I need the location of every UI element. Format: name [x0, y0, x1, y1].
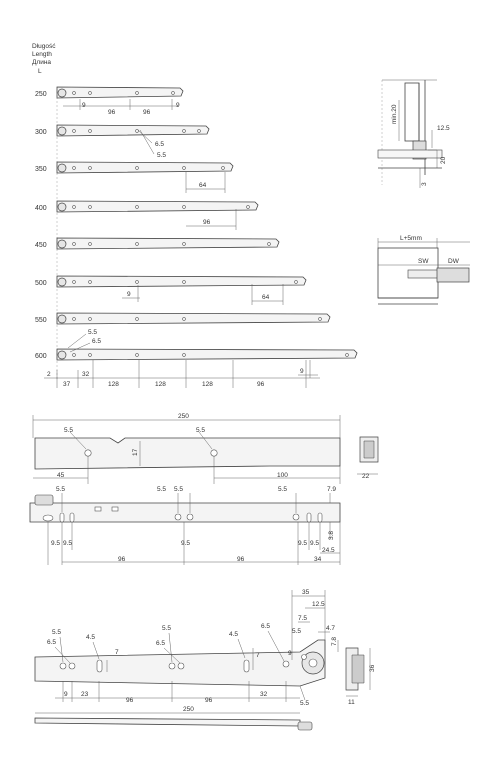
rail-hole	[73, 206, 76, 209]
rail-hole	[136, 130, 139, 133]
rail-length-label: 450	[35, 242, 47, 249]
rail-length-label: 500	[35, 280, 47, 287]
dim-5-5: 5.5	[157, 152, 167, 159]
rail-hole	[183, 318, 186, 321]
d3-dim-250: 250	[183, 706, 194, 713]
detail-rail-250	[33, 413, 378, 484]
d2-dim-9-5d: 9.5	[298, 540, 308, 547]
detail-rail-wheel	[35, 589, 376, 730]
d2-dim-3-8: 3.8	[328, 530, 335, 540]
rail-hole	[73, 281, 76, 284]
rail-hole	[73, 167, 76, 170]
rail-hole	[136, 167, 139, 170]
d3-dim-6-5a: 6.5	[47, 639, 57, 646]
d3-dim-12-5: 12.5	[312, 601, 325, 608]
rail-hole	[268, 243, 271, 246]
d1-dim-22: 22	[362, 473, 370, 480]
dim-6-5b: 6.5	[92, 338, 102, 345]
rail-hole	[136, 318, 139, 321]
dim-64a: 64	[199, 182, 207, 189]
d1-dim-5-5a: 5.5	[64, 427, 74, 434]
d1-dim-5-5b: 5.5	[196, 427, 206, 434]
d3-dim-35: 35	[302, 589, 310, 596]
rail-hole	[89, 281, 92, 284]
rail-hole	[183, 206, 186, 209]
rail-hole	[73, 243, 76, 246]
header-ru: Длина	[32, 59, 52, 66]
rail-body	[57, 87, 183, 98]
rail-hole	[346, 354, 349, 357]
detail-rail-holes	[30, 486, 340, 565]
bottom-scale	[44, 360, 320, 388]
rail-hole	[222, 167, 225, 170]
dim-min20: min.20	[391, 104, 398, 124]
d3-dim-32: 32	[260, 691, 268, 698]
rail-length-label: 350	[35, 166, 47, 173]
rail-wheel	[58, 351, 66, 359]
scale-96: 96	[257, 381, 265, 388]
dim-96b: 96	[143, 109, 151, 116]
rail-wheel	[58, 278, 66, 286]
rail-hole	[73, 130, 76, 133]
header-en: Length	[32, 51, 52, 58]
d2-dim-9-5e: 9.5	[310, 540, 320, 547]
rail-wheel	[58, 127, 66, 135]
d3-dim-23: 23	[81, 691, 89, 698]
rail-hole	[89, 318, 92, 321]
d3-dim-5-5a: 5.5	[52, 629, 62, 636]
scale-128c: 128	[202, 381, 213, 388]
rail-length-label: 550	[35, 317, 47, 324]
d2-dim-7-9: 7.9	[327, 486, 337, 493]
rail-hole	[172, 92, 175, 95]
scale-128a: 128	[108, 381, 119, 388]
dim-9b: 9	[176, 102, 180, 109]
header-pl: Długość	[32, 43, 56, 50]
rail-wheel	[58, 89, 66, 97]
rail-hole	[183, 243, 186, 246]
d1-dim-17: 17	[132, 448, 139, 456]
rail-body	[57, 313, 330, 324]
dim-9a: 9	[82, 102, 86, 109]
rail-hole	[73, 318, 76, 321]
dim-3: 3	[421, 182, 428, 186]
rail-hole	[183, 130, 186, 133]
d2-dim-9-5b: 9.5	[63, 540, 73, 547]
rail-wheel	[58, 240, 66, 248]
rail-body	[57, 125, 209, 136]
d2-dim-5-5c: 5.5	[174, 486, 184, 493]
rail-body	[57, 276, 306, 287]
rail-length-label: 400	[35, 205, 47, 212]
dim-6-5: 6.5	[155, 141, 165, 148]
d2-dim-9-5c: 9.5	[181, 540, 191, 547]
label-dw: DW	[448, 258, 459, 265]
rail-hole	[136, 206, 139, 209]
rail-hole	[136, 354, 139, 357]
d1-dim-100: 100	[277, 472, 288, 479]
d2-dim-96a: 96	[118, 556, 126, 563]
rail-hole	[89, 92, 92, 95]
d3-dim-36: 36	[369, 664, 376, 672]
rail-hole	[89, 354, 92, 357]
d3-dim-7b: 7	[256, 652, 260, 659]
d2-dim-34: 34	[314, 556, 322, 563]
scale-2: 2	[47, 371, 51, 378]
scale-32: 32	[82, 371, 90, 378]
dim-96a: 96	[108, 109, 116, 116]
rail-wheel	[58, 203, 66, 211]
rail-length-label: 250	[35, 91, 47, 98]
d3-dim-6-5c: 6.5	[261, 623, 271, 630]
rail-wheel	[58, 315, 66, 323]
d3-dim-5-5d: 5.5	[300, 700, 310, 707]
dim-64b: 64	[262, 294, 270, 301]
d3-dim-96b: 96	[205, 697, 213, 704]
d3-dim-9: 9	[288, 650, 292, 657]
rail-hole	[89, 206, 92, 209]
scale-37: 37	[63, 381, 71, 388]
header-l: L	[38, 68, 42, 75]
rail-hole	[89, 167, 92, 170]
section-view-drawer	[378, 235, 470, 304]
dim-5-5b: 5.5	[88, 329, 98, 336]
rail-hole	[89, 130, 92, 133]
d1-dim-45: 45	[57, 472, 65, 479]
rail-hole	[136, 281, 139, 284]
dim-9d: 9	[300, 368, 304, 375]
dim-12-5: 12.5	[437, 125, 450, 132]
d3-dim-4-5a: 4.5	[86, 634, 96, 641]
d2-dim-5-5a: 5.5	[56, 486, 66, 493]
dim-96c: 96	[203, 219, 211, 226]
d3-dim-7a: 7	[115, 649, 119, 656]
d3-dim-6-5b: 6.5	[156, 640, 166, 647]
rail-hole	[183, 167, 186, 170]
rail-wheel	[58, 164, 66, 172]
d3-dim-7-8: 7.8	[331, 636, 338, 646]
section-view-mounting	[378, 80, 450, 188]
d2-dim-96b: 96	[237, 556, 245, 563]
d3-dim-4-5b: 4.5	[229, 631, 239, 638]
d2-dim-24-5: 24.5	[322, 547, 335, 554]
scale-128b: 128	[155, 381, 166, 388]
label-sw: SW	[418, 258, 429, 265]
rail-body	[57, 201, 258, 212]
rail-hole	[89, 243, 92, 246]
rail-length-label: 600	[35, 353, 47, 360]
d3-dim-5-5c: 5.5	[292, 628, 302, 635]
dim-20: 20	[440, 156, 447, 164]
d2-dim-9-5a: 9.5	[51, 540, 61, 547]
rail-hole	[295, 281, 298, 284]
rail-hole	[136, 92, 139, 95]
d2-dim-5-5d: 5.5	[278, 486, 288, 493]
d3-dim-4-7: 4.7	[326, 625, 336, 632]
rail-length-label: 300	[35, 129, 47, 136]
d3-dim-7-5: 7.5	[298, 615, 308, 622]
d2-dim-5-5b: 5.5	[157, 486, 167, 493]
rail-hole	[198, 130, 201, 133]
dim-9c: 9	[127, 291, 131, 298]
d3-dim-9b: 9	[64, 691, 68, 698]
rail-hole	[73, 92, 76, 95]
d3-dim-96a: 96	[126, 697, 134, 704]
d3-dim-5-5b: 5.5	[162, 625, 172, 632]
rail-body	[57, 349, 357, 360]
rail-hole	[183, 354, 186, 357]
rail-hole	[183, 281, 186, 284]
rail-hole	[247, 206, 250, 209]
dim-l5mm: L+5mm	[400, 235, 422, 242]
rail-hole	[319, 318, 322, 321]
length-header	[32, 43, 56, 75]
d1-dim-250: 250	[178, 413, 189, 420]
rail-hole	[136, 243, 139, 246]
rail-body	[57, 162, 233, 173]
rail-hole	[73, 354, 76, 357]
d3-dim-11: 11	[348, 699, 355, 706]
